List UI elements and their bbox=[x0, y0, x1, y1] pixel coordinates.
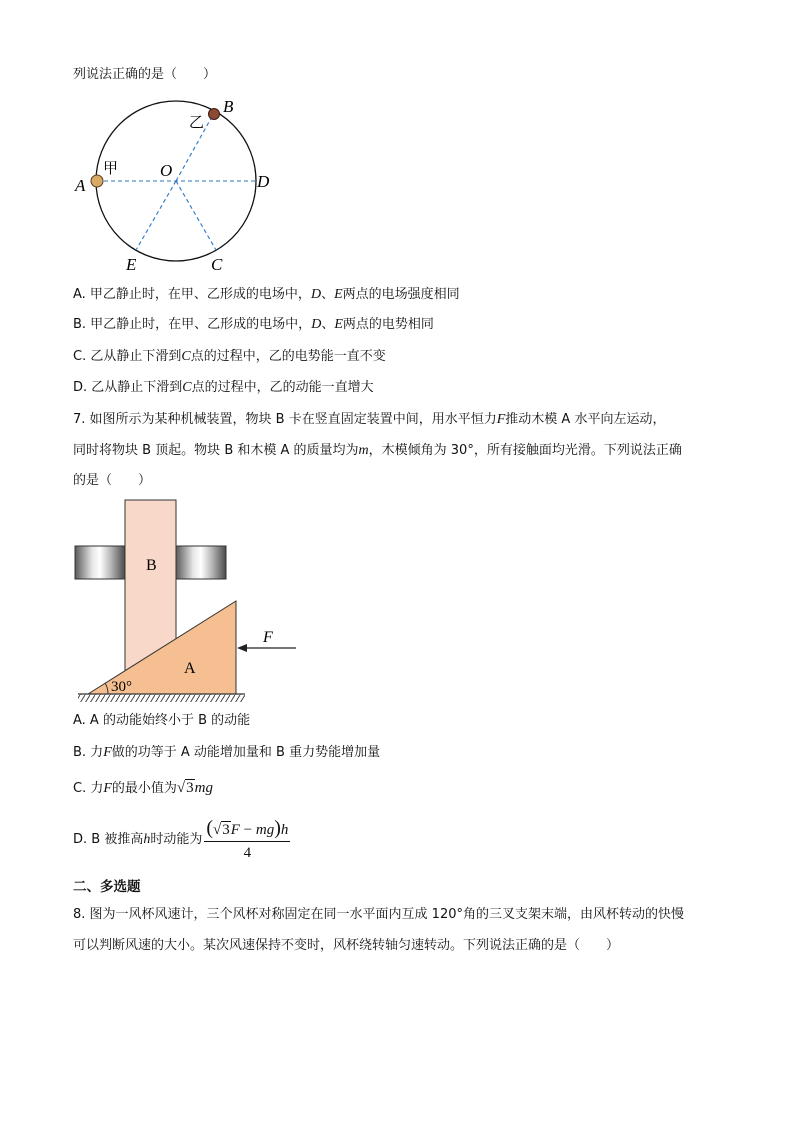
q6-option-C bbox=[73, 348, 386, 366]
q7-option-D-num-f: F bbox=[230, 821, 240, 838]
q6-option-A-suffix: 两点的电场强度相同 bbox=[342, 287, 460, 302]
q6-option-D-c: C bbox=[182, 380, 192, 395]
q7-option-C-radicand: 3 bbox=[186, 780, 194, 796]
q7-option-C-prefix: C. 力 bbox=[73, 781, 104, 796]
q6-option-A-sep: 、 bbox=[321, 287, 335, 302]
q7-line2-a: 同时将物块 B 顶起。物块 B 和木模 A 的质量均为 bbox=[73, 443, 359, 458]
q7-ground-hatch bbox=[78, 694, 245, 702]
q6-label-A: A bbox=[75, 176, 86, 195]
q7-option-D-num-h: h bbox=[280, 821, 289, 838]
q7-stem-line1 bbox=[73, 411, 665, 429]
q7-guide-left bbox=[75, 546, 125, 579]
q6-label-B: B bbox=[223, 97, 234, 116]
q7-force-arrowhead bbox=[237, 644, 247, 652]
q6-label-D: D bbox=[257, 172, 270, 191]
q7-option-C-sqrt: √3 bbox=[176, 780, 194, 796]
q6-charge-B bbox=[209, 109, 220, 120]
q7-stem-line2 bbox=[73, 442, 682, 460]
q7-option-D-h: h bbox=[143, 832, 151, 847]
q7-option-D-prefix: D. B 被推高 bbox=[73, 832, 144, 847]
q7-guide-right bbox=[176, 546, 226, 579]
q7-label-F: F bbox=[263, 629, 273, 646]
q6-option-B-suffix: 两点的电势相同 bbox=[342, 317, 434, 332]
q6-label-yi: 乙 bbox=[189, 113, 205, 131]
q6-option-A-e: E bbox=[334, 287, 343, 302]
q7-label-angle: 30° bbox=[111, 679, 132, 695]
q7-option-C-mid: 的最小值为 bbox=[111, 781, 177, 796]
q6-option-C-c: C bbox=[181, 349, 191, 364]
q7-option-B-f: F bbox=[103, 745, 112, 760]
q6-option-D bbox=[73, 379, 374, 397]
section-title-multiple-choice: 二、多选题 bbox=[73, 879, 141, 895]
q7-option-D-num-radicand: 3 bbox=[222, 821, 230, 838]
q6-label-E: E bbox=[126, 255, 137, 274]
q6-label-jia: 甲 bbox=[103, 159, 119, 177]
q7-option-D-fraction bbox=[204, 816, 290, 862]
q7-option-C-mg: mg bbox=[194, 780, 213, 796]
q6-dash-OC bbox=[176, 181, 216, 250]
q6-option-B bbox=[73, 316, 434, 334]
q7-option-B-prefix: B. 力 bbox=[73, 745, 104, 760]
q6-dash-OE bbox=[136, 181, 176, 250]
q7-option-D bbox=[73, 815, 290, 865]
q7-label-B: B bbox=[146, 557, 157, 574]
q7-option-D-denominator: 4 bbox=[243, 844, 252, 861]
q6-label-O: O bbox=[160, 161, 173, 180]
q8-stem-line2: 可以判断风速的大小。某次风速保持不变时，风杯绕转轴匀速转动。下列说法正确的是（ ） bbox=[73, 938, 620, 953]
q6-charge-A bbox=[91, 175, 103, 187]
q6-option-A bbox=[73, 286, 460, 304]
q6-option-B-d: D bbox=[311, 317, 322, 332]
q7-line1-b: 推动木模 A 水平向左运动， bbox=[505, 412, 666, 427]
q8-stem-line1: 8. 图为一风杯风速计，三个风杯对称固定在同一水平面内互成 120°角的三叉支架末端，由风杯转动的快慢 bbox=[73, 907, 684, 922]
q7-stem-line3: 的是（ ） bbox=[73, 473, 152, 488]
q7-option-A: A. A 的动能始终小于 B 的动能 bbox=[73, 713, 251, 728]
q7-option-B-suffix: 做的功等于 A 动能增加量和 B 重力势能增加量 bbox=[111, 745, 381, 760]
q7-option-D-sqrt: √3 bbox=[213, 821, 230, 838]
q6-option-D-prefix: D. 乙从静止下滑到 bbox=[73, 380, 183, 395]
q7-line2-m: m bbox=[358, 443, 369, 458]
q6-option-B-prefix: B. 甲乙静止时，在甲、乙形成的电场中， bbox=[73, 317, 312, 332]
q6-stem-tail: 列说法正确的是（ ） bbox=[73, 67, 217, 82]
q7-line1-a: 7. 如图所示为某种机械装置，物块 B 卡在竖直固定装置中间，用水平恒力 bbox=[73, 412, 497, 427]
q7-mechanism-figure bbox=[70, 495, 305, 707]
q6-option-D-suffix: 点的过程中，乙的动能一直增大 bbox=[191, 380, 374, 395]
q7-option-D-mid: 时动能为 bbox=[150, 832, 203, 847]
q6-label-C: C bbox=[211, 255, 223, 274]
q6-option-B-e: E bbox=[334, 317, 343, 332]
q6-option-A-d: D bbox=[310, 287, 322, 302]
q6-option-C-prefix: C. 乙从静止下滑到 bbox=[73, 349, 182, 364]
q7-option-C bbox=[73, 779, 213, 798]
q6-option-B-sep: 、 bbox=[321, 317, 335, 332]
q7-option-D-num-mg: mg bbox=[255, 821, 275, 838]
q7-line2-b: ，木模倾角为 30°，所有接触面均光滑。下列说法正确 bbox=[368, 443, 682, 458]
q6-option-A-prefix: A. 甲乙静止时，在甲、乙形成的电场中， bbox=[73, 287, 311, 302]
q7-label-A: A bbox=[184, 660, 196, 677]
q7-option-C-f: F bbox=[103, 781, 112, 796]
q6-option-C-suffix: 点的过程中，乙的电势能一直不变 bbox=[190, 349, 386, 364]
q7-line1-f: F bbox=[496, 412, 506, 427]
q6-circle-figure bbox=[70, 95, 285, 275]
q7-option-D-numerator: (√3F − mg)h bbox=[204, 819, 290, 842]
q7-option-B bbox=[73, 744, 380, 762]
q7-option-D-num-minus: − bbox=[239, 821, 256, 838]
